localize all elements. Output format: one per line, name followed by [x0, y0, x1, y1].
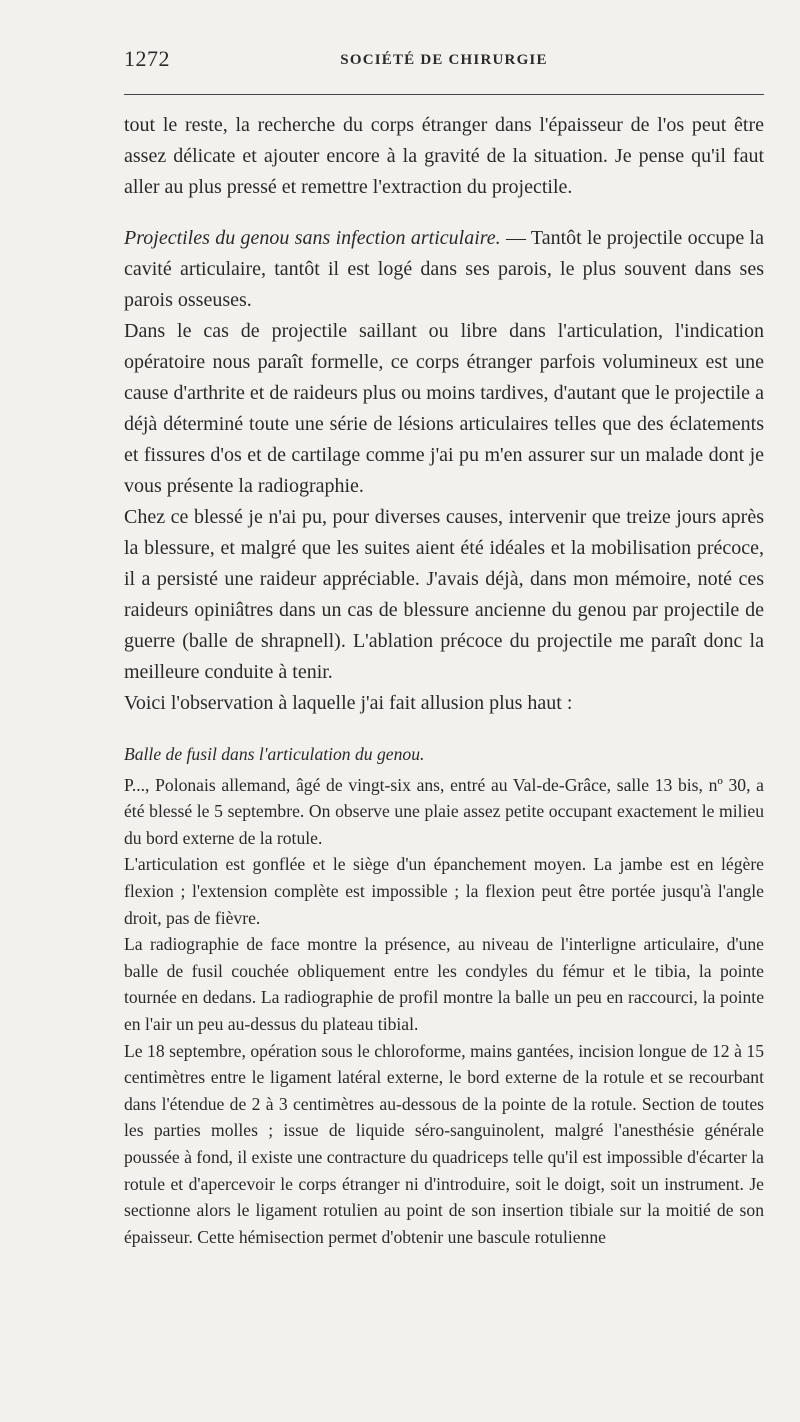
running-head: SOCIÉTÉ DE CHIRURGIE — [340, 52, 548, 68]
observation-title: Balle de fusil dans l'articulation du genou. — [124, 744, 425, 764]
page-header — [124, 46, 764, 76]
observation-text — [124, 741, 764, 1250]
paragraph: Chez ce blessé je n'ai pu, pour diverses causes, intervenir que treize jours après la blessure, et malgré que les suites aient été idéales et la mobilisation précoce, il a persisté une raideur appréciable. J'avais déjà, dans mon mémoire, noté ces raideurs opiniâtres dans un cas de blessure ancienne du genou par projectile de guerre (balle de shrapnell). L'ablation précoce du projectile me paraît donc la meilleure conduite à tenir. — [124, 506, 764, 683]
paragraph: P..., Polonais allemand, âgé de vingt-six ans, entré au Val-de-Grâce, salle 13 bis, nº 30, a été blessé le 5 septembre. On observe une plaie assez petite occupant exactement le milieu du bord externe de la rotule. — [124, 774, 764, 848]
paragraph: L'articulation est gonflée et le siège d'un épanchement moyen. La jambe est en légère flexion ; l'extension complète est impossible ; la flexion peut être portée jusqu'à l'angle droit, pas de fièvre. — [124, 854, 764, 928]
paragraph: La radiographie de face montre la présence, au niveau de l'interligne articulaire, d'une balle de fusil couchée obliquement entre les condyles du fémur et le tibia, la pointe tournée en dedans. La radiographie de profil montre la balle un peu en raccourci, la pointe en l'air un peu au-dessus du plateau tibial. — [124, 934, 764, 1034]
header-rule — [124, 94, 764, 95]
paragraph — [124, 223, 764, 316]
paragraph: Voici l'observation à laquelle j'ai fait allusion plus haut : — [124, 692, 573, 714]
body-text — [124, 110, 764, 1250]
paragraph: tout le reste, la recherche du corps étranger dans l'épaisseur de l'os peut être assez délicate et ajouter encore à la gravité de la situation. Je pense qu'il faut aller au plus pressé et remettre l'extraction du projectile. — [124, 114, 764, 198]
paragraph-text: — Tantôt le projectile occupe la cavité articulaire, tantôt il est logé dans ses parois, le plus souvent dans ses parois osseuses. — [124, 227, 764, 311]
page-number: 1272 — [124, 46, 170, 71]
section-title: Projectiles du genou sans infection articulaire. — [124, 227, 501, 249]
main-text — [124, 110, 764, 719]
paragraph: Dans le cas de projectile saillant ou libre dans l'articulation, l'indication opératoire nous paraît formelle, ce corps étranger parfois volumineux est une cause d'arthrite et de raideurs plus ou moins tardives, d'autant que le projectile a déjà déterminé toute une série de lésions articulaires telles que des éclatements et fissures d'os et de cartilage comme j'ai pu m'en assurer sur un malade dont je vous présente la radiographie. — [124, 320, 764, 497]
paragraph: Le 18 septembre, opération sous le chloroforme, mains gantées, incision longue de 12 à 15 centimètres entre le ligament latéral externe, le bord externe de la rotule et se recourbant dans l'étendue de 2 à 3 centimètres au-dessous de la pointe de la rotule. Section de toutes les parties molles ; issue de liquide séro-sanguinolent, malgré l'anesthésie générale poussée à fond, il existe une contracture du quadriceps telle qu'il est impossible d'écarter la rotule et d'apercevoir le corps étranger ni d'introduire, soit le doigt, soit un instrument. Je sectionne alors le ligament rotulien au point de son insertion tibiale sur la moitié de son épaisseur. Cette hémisection permet d'obtenir une bascule rotulienne — [124, 1040, 764, 1247]
